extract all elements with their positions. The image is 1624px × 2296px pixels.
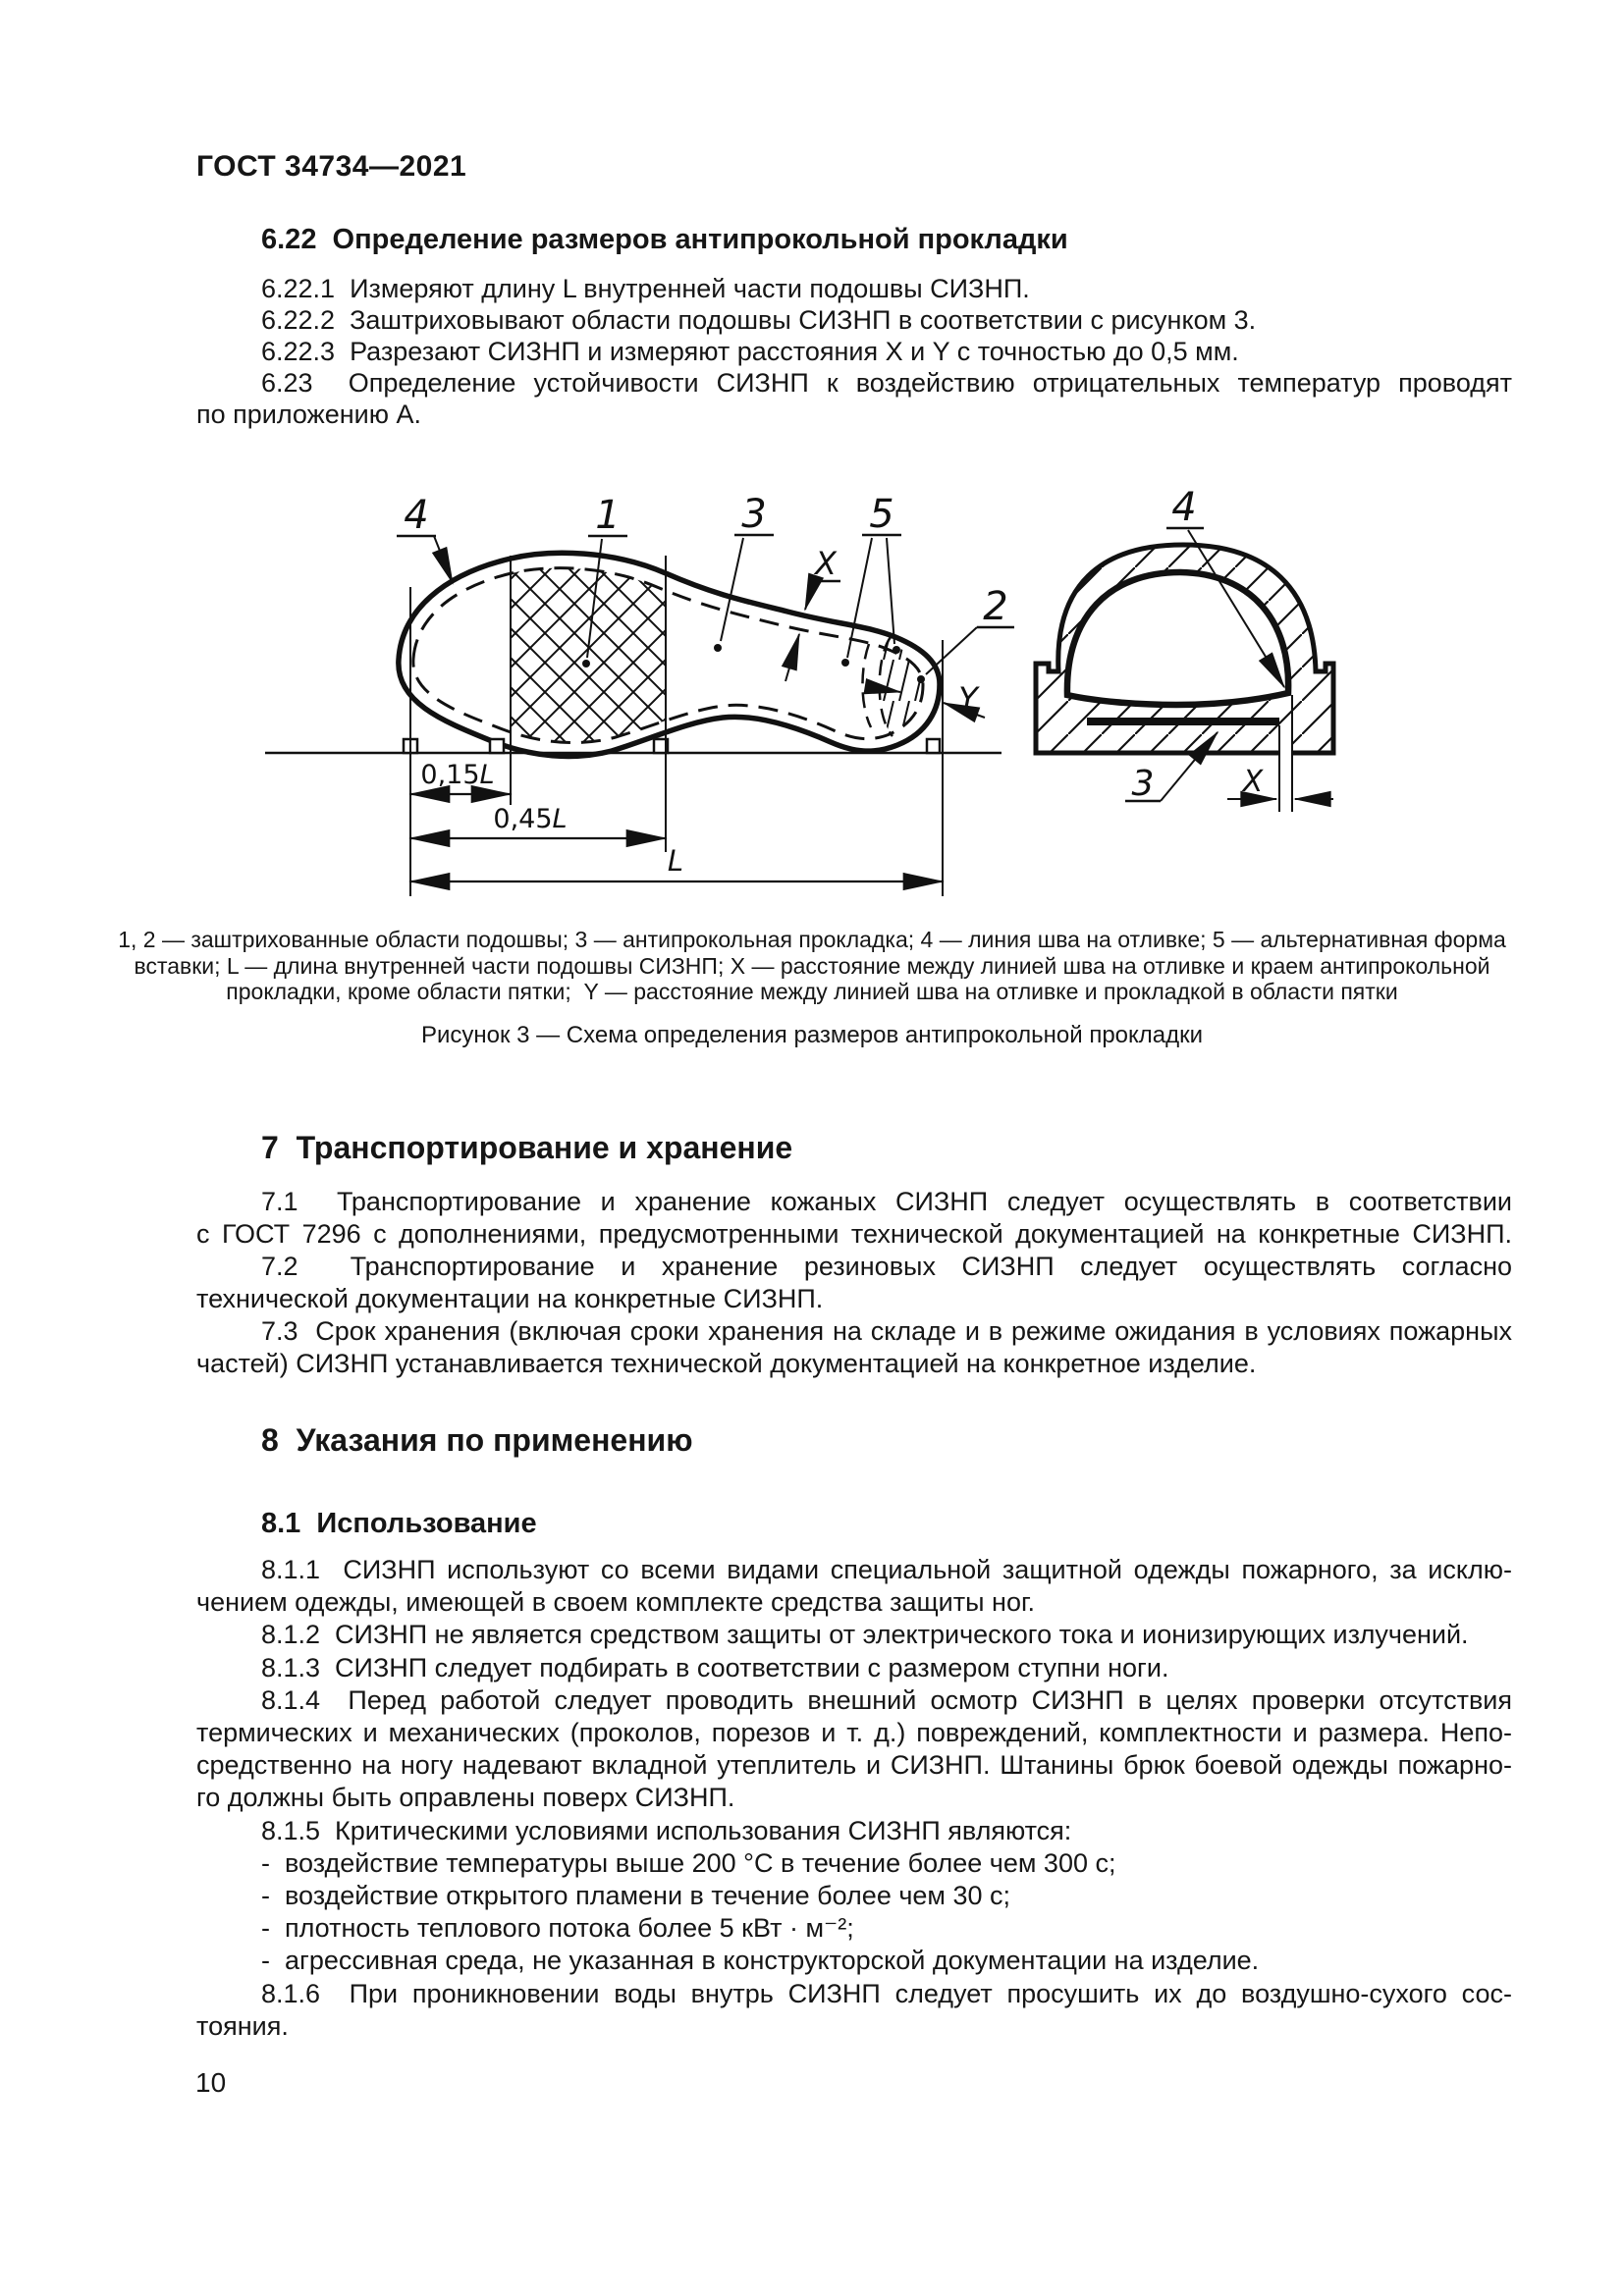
heading-7: 7 Транспортирование и хранение	[261, 1130, 793, 1165]
figure-title: Рисунок 3 — Схема определения размеров антипрокольной прокладки	[420, 1022, 1204, 1048]
svg-text:L: L	[667, 844, 684, 878]
list-item-line: - агрессивная среда, не указанная в конструкторской документации на изделие.	[261, 1946, 1260, 1976]
dimension-015L	[410, 760, 511, 794]
svg-text:X: X	[1242, 765, 1264, 799]
heading-8: 8 Указания по применению	[261, 1422, 693, 1458]
sole-top-view	[265, 492, 1014, 896]
text-line: 8.1.6 При проникновении воды внутрь СИЗНП следует просушить их до воздушно-сухого сос-	[261, 1978, 1512, 2008]
text-line: термических и механических (проколов, порезов и т. д.) повреждений, комплектности и размера. Непо-	[196, 1718, 1512, 1748]
text-line: средственно на ногу надевают вкладной утеплитель и СИЗНП. Штанины брюк боевой одежды пожарно-	[196, 1750, 1512, 1781]
section-7-text	[196, 1186, 1512, 1380]
text-line: с ГОСТ 7296 с дополнениями, предусмотренными технической документацией на конкретные СИЗНП.	[196, 1219, 1512, 1249]
callout-5	[841, 492, 901, 667]
figure-caption	[105, 927, 1519, 1005]
text-line: по приложению А.	[196, 400, 421, 429]
svg-text:2: 2	[983, 584, 1008, 629]
heading-8-1: 8.1 Использование	[261, 1508, 537, 1539]
text-line: 6.23 Определение устойчивости СИЗНП к воздействию отрицательных температур проводят	[261, 368, 1512, 398]
text-line: 8.1.2 СИЗНП не является средством защиты от электрического тока и ионизирующих излучений.	[261, 1620, 1469, 1650]
dimension-045L	[410, 804, 666, 838]
tangent-mark	[927, 739, 940, 753]
tangent-mark	[490, 739, 504, 753]
text-line: частей) СИЗНП устанавливается технической документацией на конкретное изделие.	[196, 1349, 1257, 1378]
heading-6-22: 6.22 Определение размеров антипрокольной прокладки	[261, 224, 1068, 255]
callout-2	[917, 584, 1014, 683]
svg-text:X: X	[815, 545, 837, 582]
pad-dashed-outline	[413, 568, 923, 743]
callout-4-left	[397, 493, 453, 583]
heel-cross-section	[1036, 485, 1333, 812]
section-6-22-text	[196, 273, 1512, 430]
svg-text:0,15L: 0,15L	[420, 760, 495, 790]
text-line: 7.2 Транспортирование и хранение резиновых СИЗНП следует осуществлять согласно	[261, 1252, 1512, 1281]
standard-designation: ГОСТ 34734—2021	[196, 150, 467, 183]
callout-3-left	[714, 492, 774, 652]
pad-section-line	[1087, 718, 1279, 725]
section-8-1-text	[196, 1554, 1512, 2043]
svg-text:3: 3	[741, 492, 767, 537]
text-line: 8.1.4 Перед работой следует проводить внешний осмотр СИЗНП в целях проверки отсутствия	[261, 1684, 1512, 1715]
svg-text:5: 5	[869, 492, 894, 537]
svg-text:4: 4	[1171, 485, 1197, 530]
alt-insert-arc-2	[862, 644, 871, 727]
text-line: технической документации на конкретные СИЗНП.	[196, 1284, 824, 1313]
list-item-line: - воздействие температуры выше 200 °С в течение более чем 300 с;	[261, 1847, 1116, 1878]
caption-line: 1, 2 — заштрихованные области подошвы; 3 — антипрокольная прокладка; 4 — линия шва на отливке; 5 — альтернативная форма	[118, 927, 1506, 952]
svg-text:1: 1	[595, 493, 621, 538]
text-line: чением одежды, имеющей в своем комплекте средства защиты ног.	[196, 1587, 1036, 1618]
text-line: 7.3 Срок хранения (включая сроки хранения на складе и в режиме ожидания в условиях пожарных	[261, 1316, 1512, 1346]
text-line: 8.1.3 СИЗНП следует подбирать в соответствии с размером ступни ноги.	[261, 1652, 1169, 1682]
caption-line: вставки; L — длина внутренней части подошвы СИЗНП; X — расстояние между линией шва на отливке и краем антипрокольной	[134, 952, 1490, 979]
figure-3-diagram	[137, 452, 1512, 923]
text-line: тояния.	[196, 2010, 289, 2041]
text-line: 6.22.2 Заштриховывают области подошвы СИЗНП в соответствии с рисунком 3.	[261, 305, 1257, 335]
page-number: 10	[195, 2067, 227, 2098]
caption-line: прокладки, кроме области пятки; Y — расстояние между линией шва на отливке и прокладкой в области пятки	[226, 979, 1398, 1004]
text-line: го должны быть оправлены поверх СИЗНП.	[196, 1783, 735, 1813]
text-line: 7.1 Транспортирование и хранение кожаных СИЗНП следует осуществлять в соответствии	[261, 1187, 1512, 1216]
svg-text:3: 3	[1131, 764, 1155, 804]
text-line: 8.1.1 СИЗНП используют со всеми видами специальной защитной одежды пожарного, за исклю-	[261, 1555, 1512, 1584]
svg-text:4: 4	[404, 493, 429, 538]
text-line: 6.22.3 Разрезают СИЗНП и измеряют расстояния X и Y с точностью до 0,5 мм.	[261, 337, 1239, 366]
text-line: 6.22.1 Измеряют длину L внутренней части подошвы СИЗНП.	[261, 274, 1030, 303]
dimension-L	[410, 844, 943, 881]
text-line: 8.1.5 Критическими условиями использования СИЗНП являются:	[261, 1815, 1072, 1845]
svg-text:Y: Y	[958, 680, 978, 718]
gap-channel	[1278, 727, 1292, 812]
list-item-line: - воздействие открытого пламени в течение более чем 30 с;	[261, 1881, 1011, 1911]
list-item-line: - плотность теплового потока более 5 кВт · м⁻²;	[261, 1913, 854, 1944]
svg-text:0,45L: 0,45L	[493, 804, 568, 834]
